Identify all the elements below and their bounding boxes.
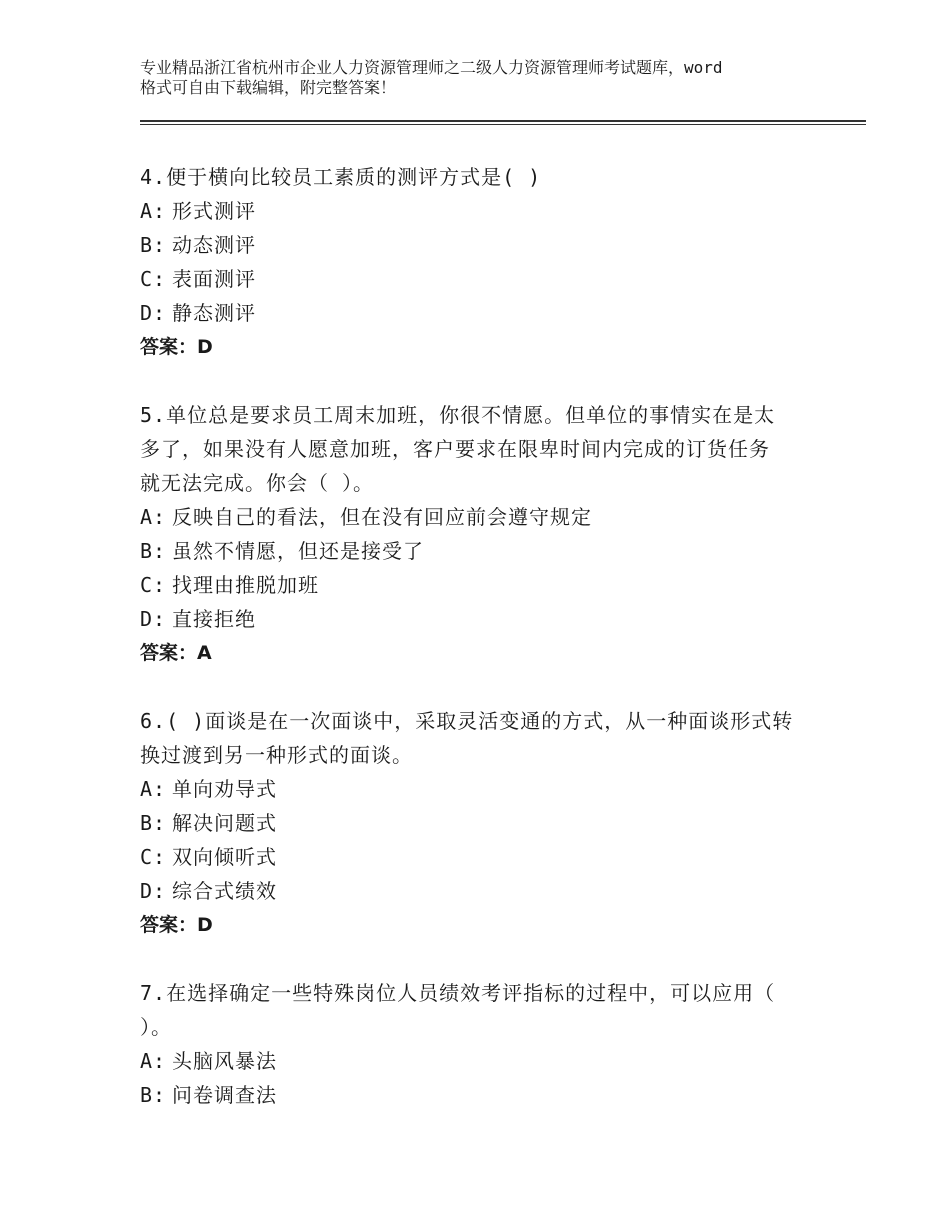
option-d (140, 874, 820, 908)
option-text: 静态测评 (172, 301, 256, 325)
option-b (140, 534, 820, 568)
question-list (140, 160, 820, 1146)
option-text: 虽然不情愿，但还是接受了 (172, 539, 424, 563)
document-header (140, 58, 840, 98)
answer-label: 答案：D (140, 336, 213, 358)
question-stem-line: 就无法完成。你会（ ）。 (140, 471, 375, 495)
option-text: 动态测评 (172, 233, 256, 257)
option-key: D: (140, 607, 167, 631)
option-key: D: (140, 879, 167, 903)
option-d (140, 602, 820, 636)
question-stem-line: 5.单位总是要求员工周末加班，你很不情愿。但单位的事情实在是太 (140, 403, 776, 427)
header-divider-thick (140, 120, 866, 122)
option-text: 问卷调查法 (172, 1083, 277, 1107)
option-text: 单向劝导式 (172, 777, 277, 801)
option-text: 双向倾听式 (172, 845, 277, 869)
question-stem-line: ）。 (140, 1015, 172, 1039)
option-text: 表面测评 (172, 267, 256, 291)
question-stem-line: 6.( )面谈是在一次面谈中，采取灵活变通的方式，从一种面谈形式转 (140, 709, 794, 733)
option-text: 头脑风暴法 (172, 1049, 277, 1073)
option-key: B: (140, 1083, 167, 1107)
answer-label: 答案：A (140, 642, 212, 664)
question-6 (140, 704, 820, 942)
option-text: 找理由推脱加班 (172, 573, 319, 597)
answer-label: 答案：D (140, 914, 213, 936)
option-key: C: (140, 845, 167, 869)
option-key: C: (140, 573, 167, 597)
option-d (140, 296, 820, 330)
option-c (140, 840, 820, 874)
question-stem-line: 4.便于横向比较员工素质的测评方式是( ) (140, 165, 542, 189)
option-c (140, 262, 820, 296)
option-a (140, 772, 820, 806)
option-key: A: (140, 505, 167, 529)
option-key: D: (140, 301, 167, 325)
option-key: B: (140, 233, 167, 257)
option-text: 综合式绩效 (172, 879, 277, 903)
option-b (140, 1078, 820, 1112)
question-4 (140, 160, 820, 364)
option-key: A: (140, 199, 167, 223)
question-stem-line: 7.在选择确定一些特殊岗位人员绩效考评指标的过程中，可以应用（ (140, 981, 776, 1005)
question-stem-line: 换过渡到另一种形式的面谈。 (140, 743, 413, 767)
option-c (140, 568, 820, 602)
option-text: 形式测评 (172, 199, 256, 223)
option-key: B: (140, 539, 167, 563)
option-key: A: (140, 777, 167, 801)
question-7 (140, 976, 820, 1112)
question-stem-line: 多了，如果没有人愿意加班，客户要求在限卑时间内完成的订货任务 (140, 437, 770, 461)
option-text: 解决问题式 (172, 811, 277, 835)
option-text: 反映自己的看法，但在没有回应前会遵守规定 (172, 505, 592, 529)
option-key: A: (140, 1049, 167, 1073)
option-b (140, 806, 820, 840)
option-a (140, 194, 820, 228)
header-line-1: 专业精品浙江省杭州市企业人力资源管理师之二级人力资源管理师考试题库，word (140, 58, 723, 77)
option-text: 直接拒绝 (172, 607, 256, 631)
option-key: C: (140, 267, 167, 291)
option-b (140, 228, 820, 262)
option-a (140, 500, 820, 534)
question-5 (140, 398, 820, 670)
header-divider-thin (140, 124, 866, 125)
option-a (140, 1044, 820, 1078)
option-key: B: (140, 811, 167, 835)
header-line-2: 格式可自由下载编辑，附完整答案！ (140, 78, 397, 97)
